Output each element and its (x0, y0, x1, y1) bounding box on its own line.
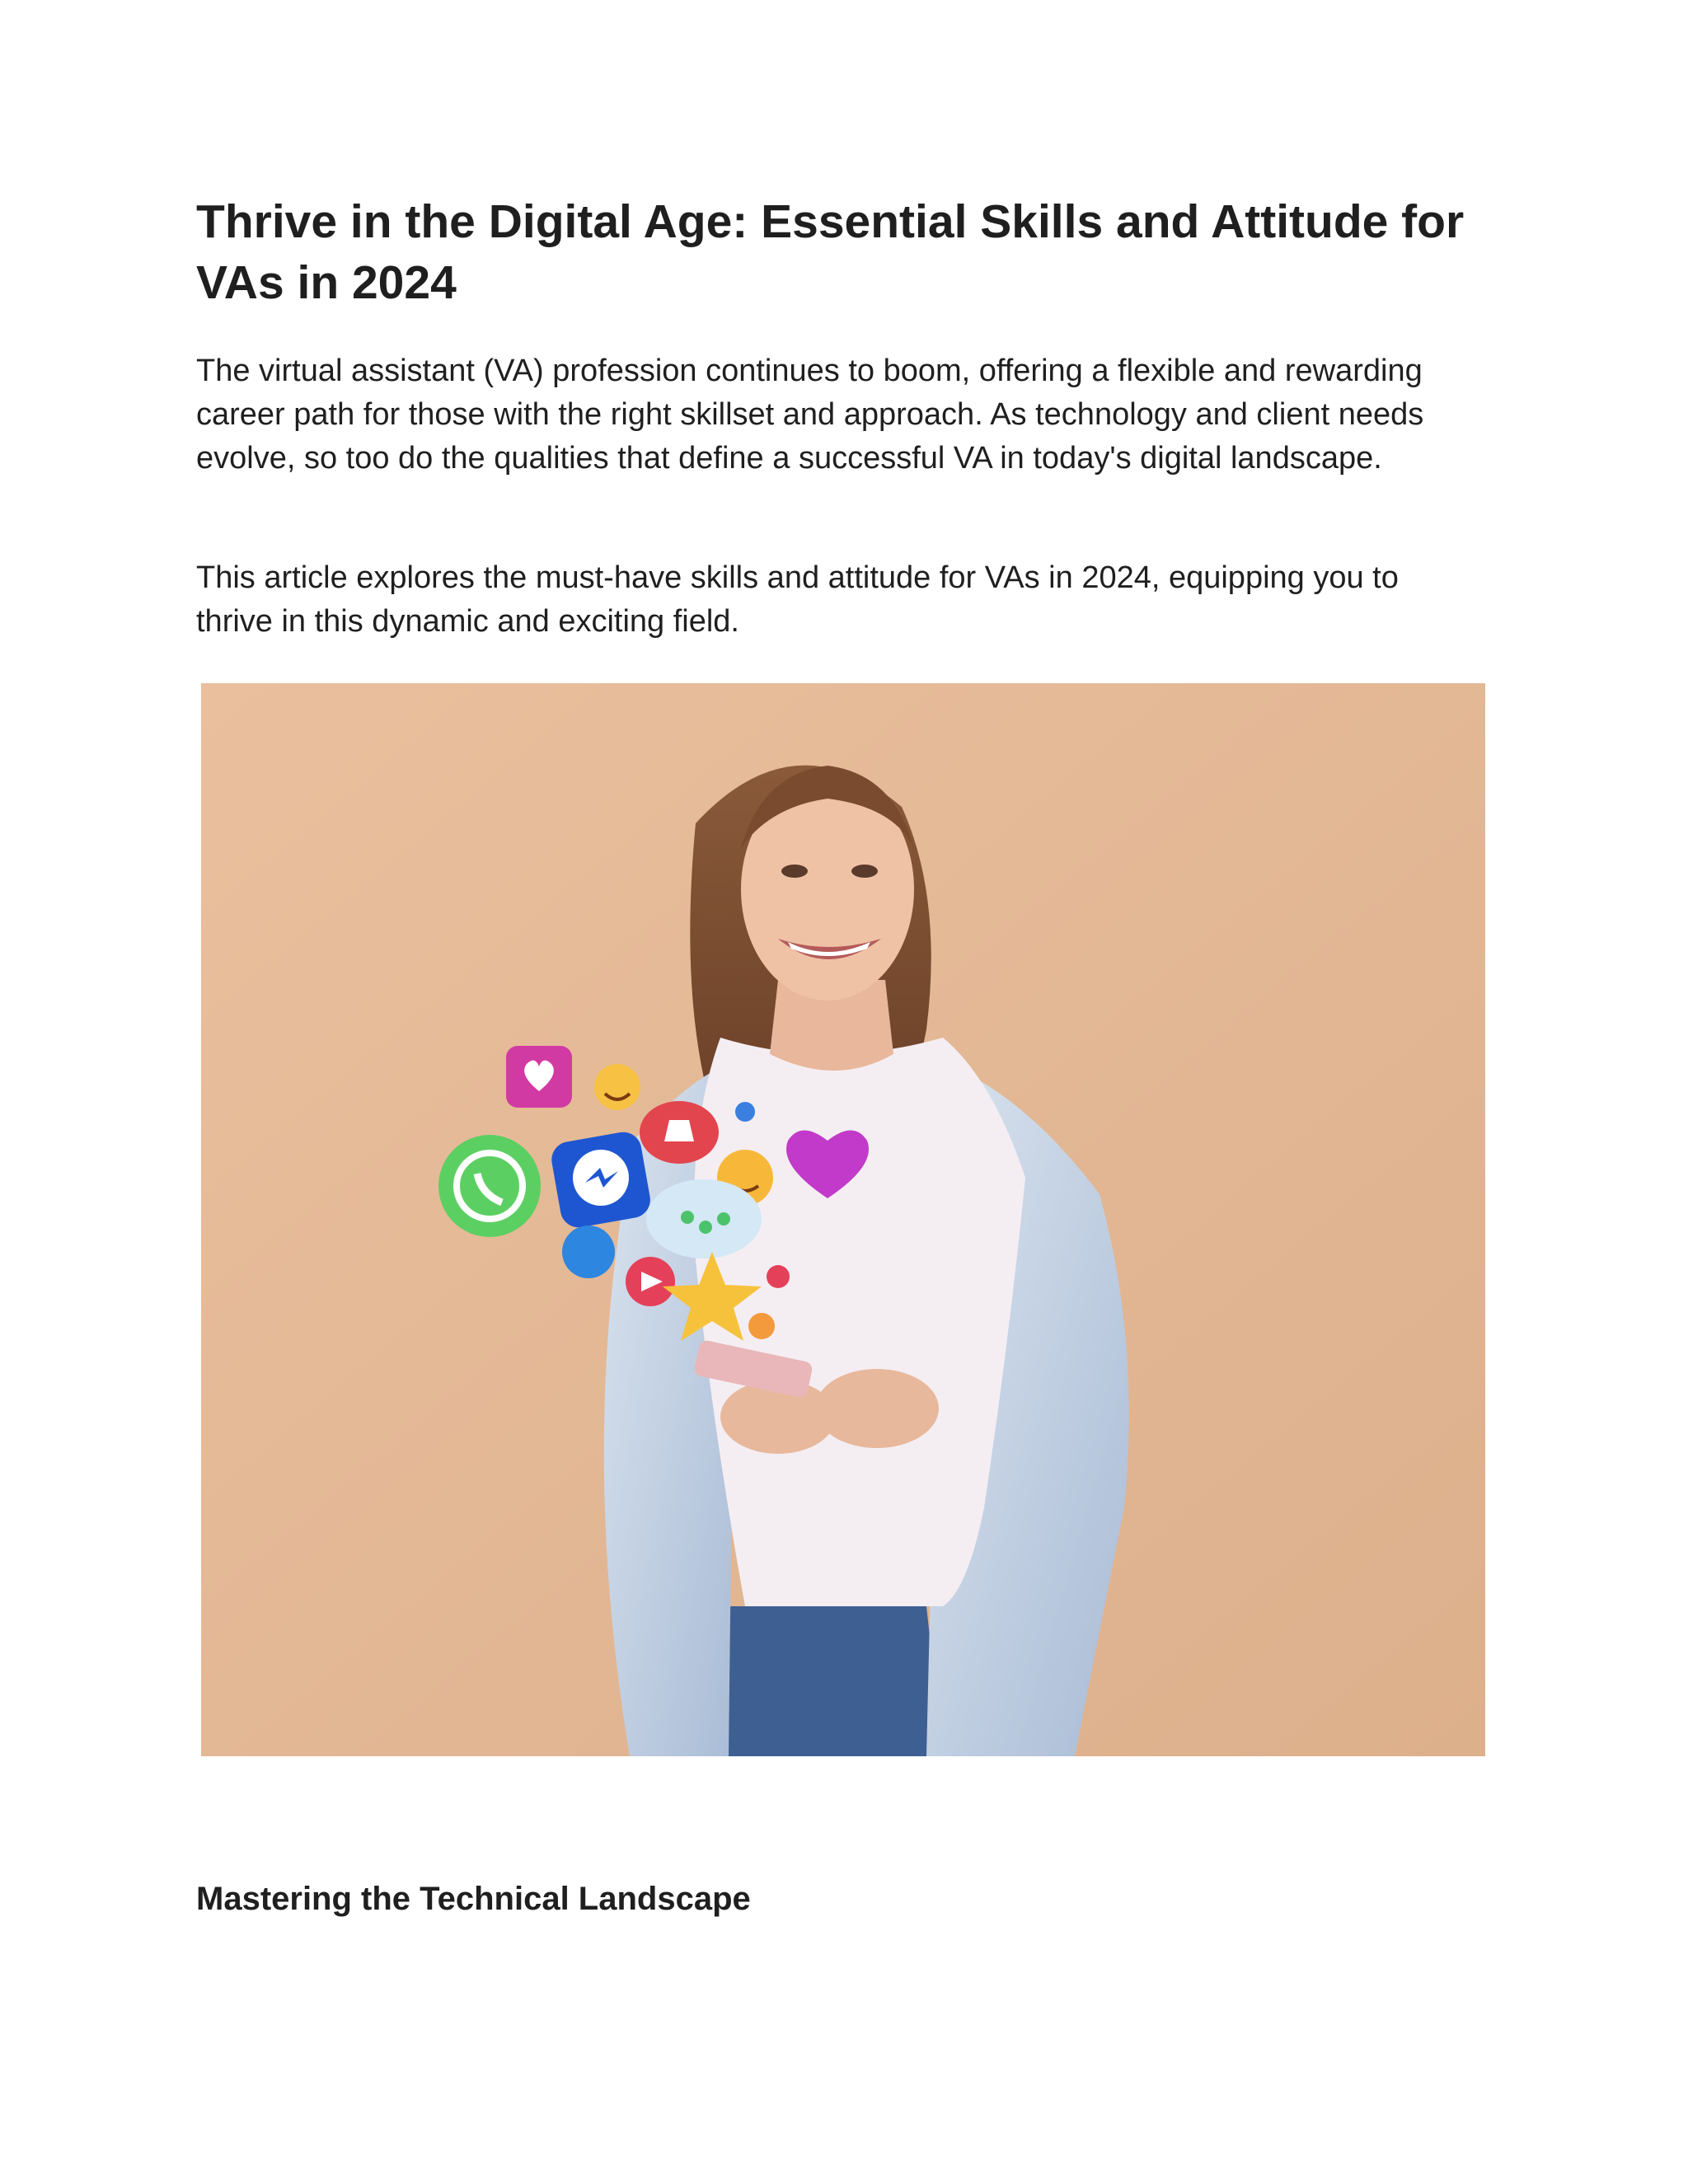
article-title: Thrive in the Digital Age: Essential Skills and Attitude for VAs in 2024 (196, 195, 1465, 309)
hero-image (201, 683, 1485, 1756)
t-shirt (694, 1038, 1025, 1606)
notification-bell-icon (640, 1101, 719, 1164)
heart-message-icon (506, 1046, 572, 1108)
second-paragraph: This article explores the must-have skills and attitude for VAs in 2024, equipping you to thrive in this dynamic and exciting field. (196, 560, 1399, 639)
jeans (712, 1606, 943, 1756)
chat-bubble-icon (646, 1179, 762, 1258)
whatsapp-icon (438, 1135, 541, 1237)
section-heading: Mastering the Technical Landscape (196, 1881, 751, 1917)
globe-icon (562, 1226, 615, 1278)
play-icon (626, 1257, 675, 1306)
messenger-icon (549, 1129, 654, 1230)
intro-paragraph: The virtual assistant (VA) profession continues to boom, offering a flexible and rewarding career path for those with the right skillset and approach. As technology and client needs evolve, so too do the qualities that define a successful VA in today's digital landscape. (196, 354, 1424, 476)
laughing-emoji-icon (594, 1064, 640, 1110)
